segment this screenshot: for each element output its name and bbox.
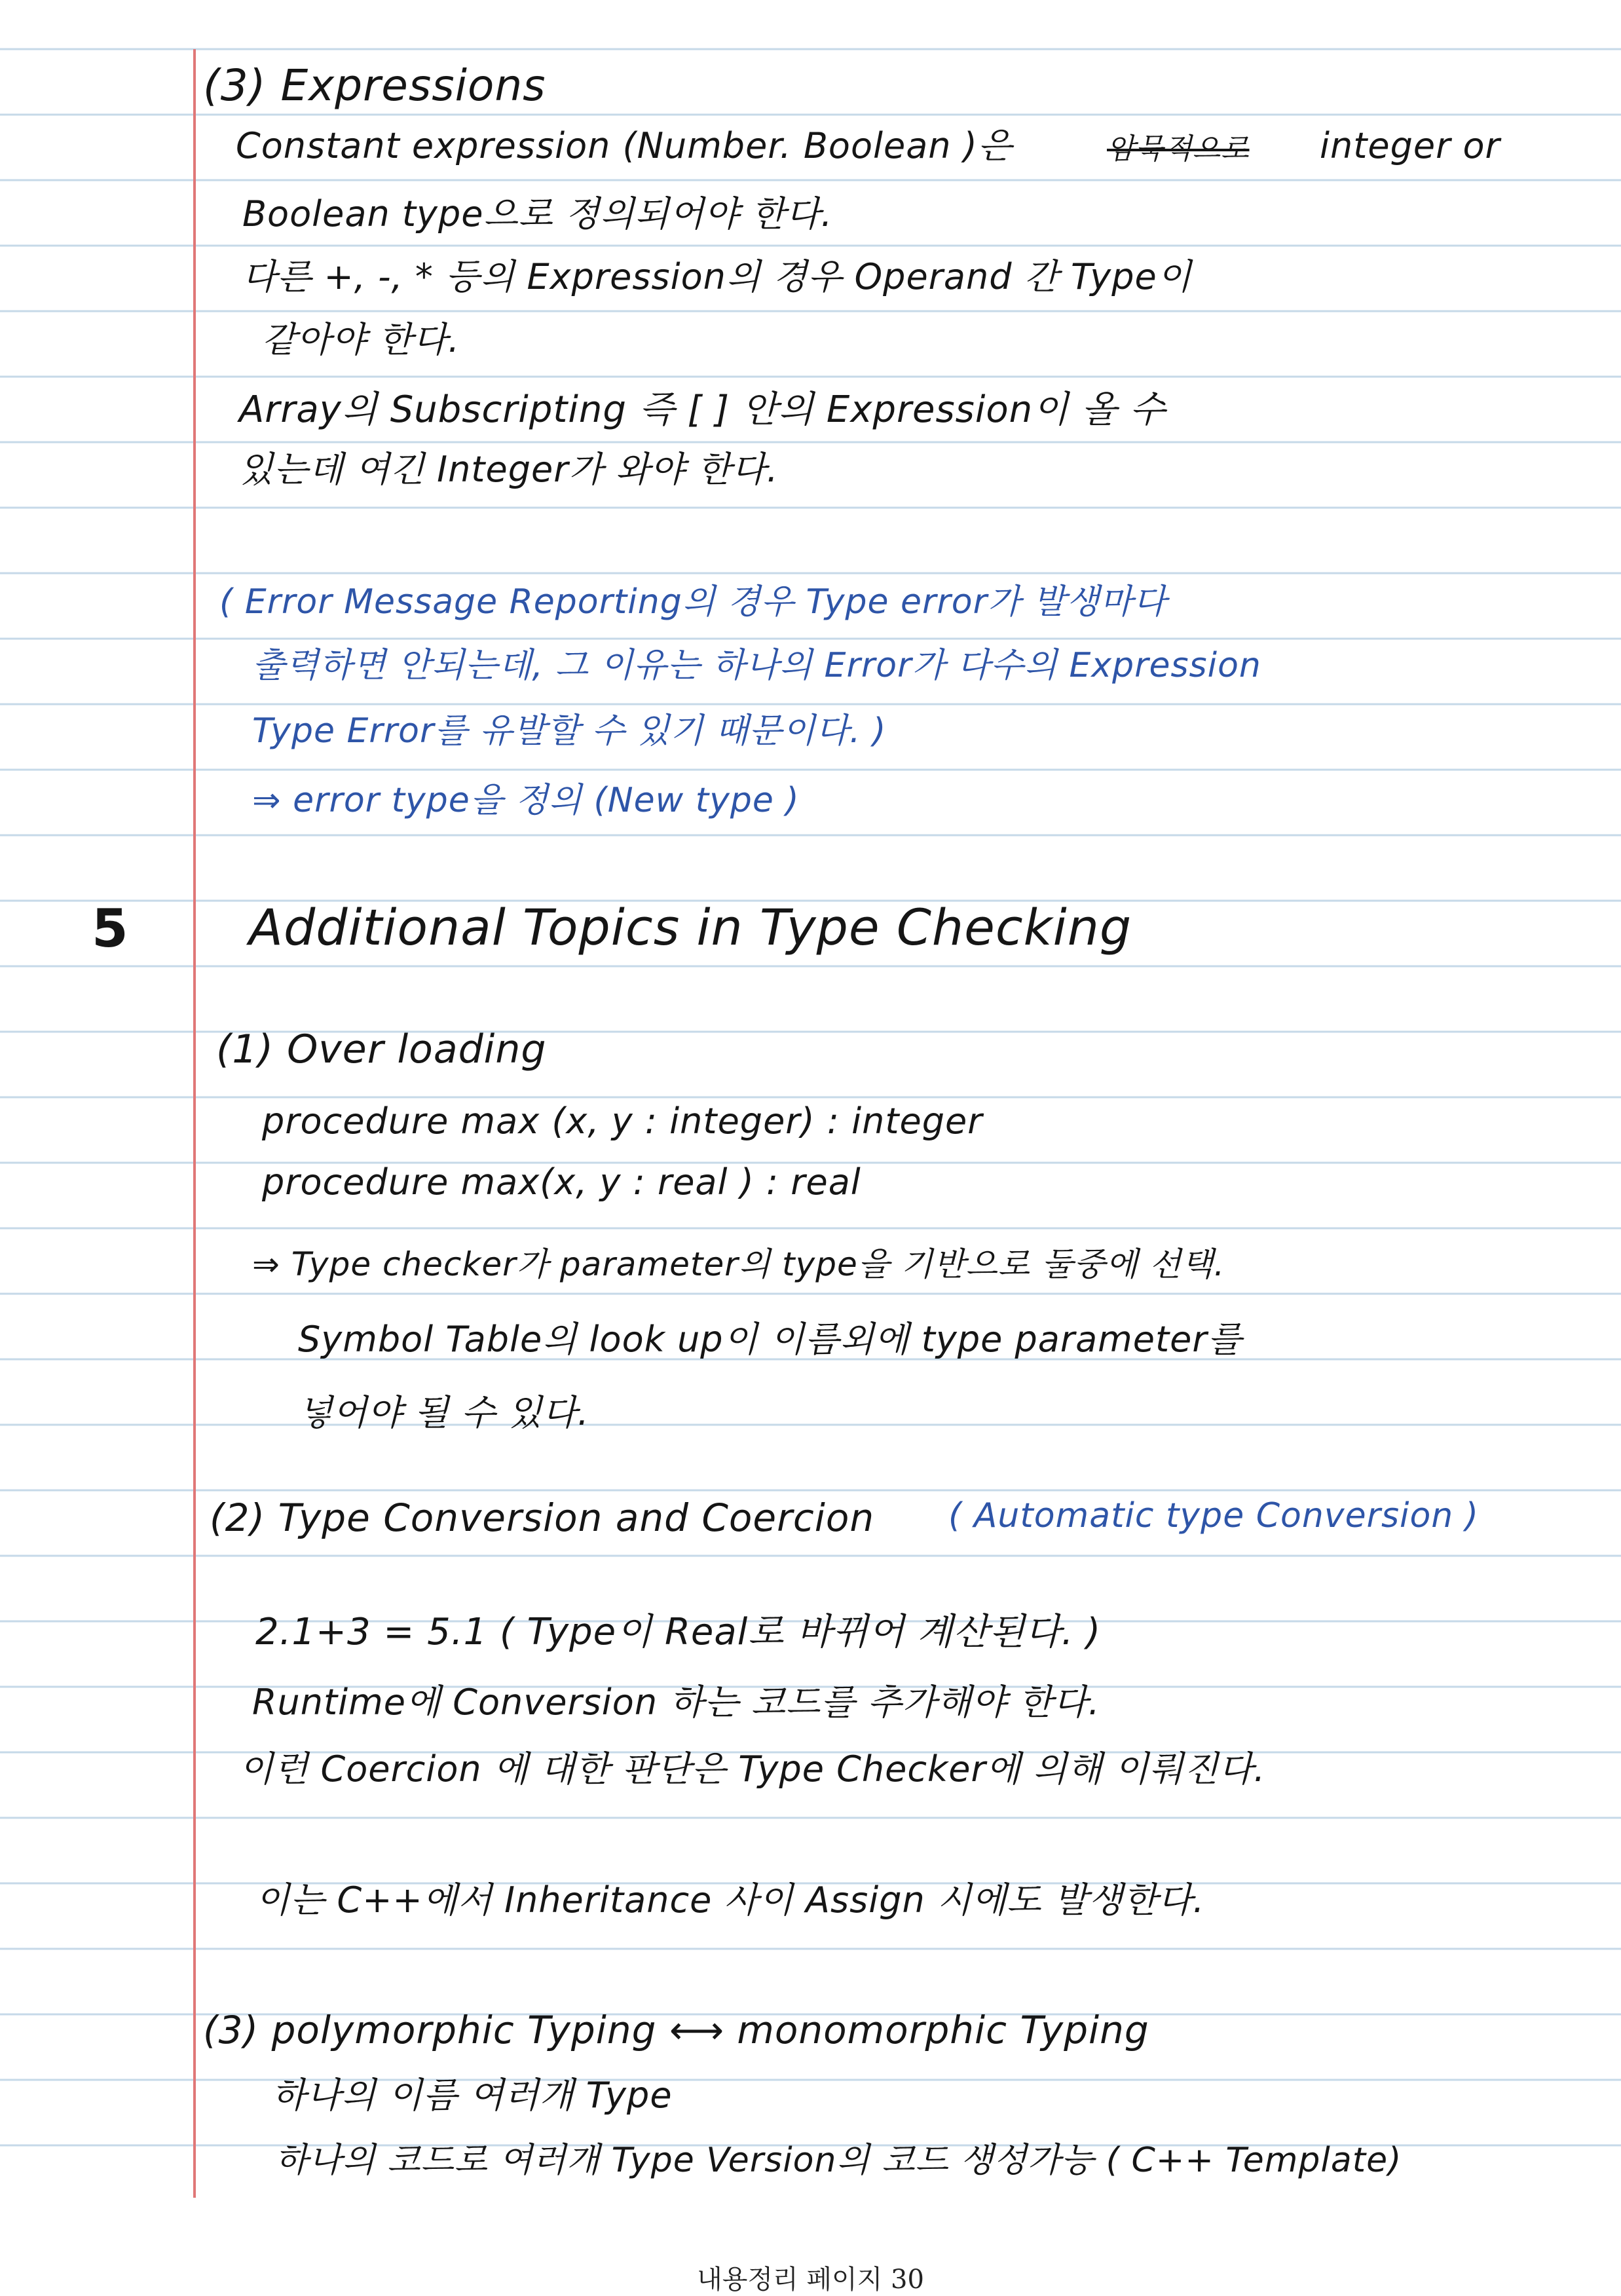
subheading-type-conversion: (2) Type Conversion and Coercion — [210, 1496, 875, 1540]
subheading-polymorphic-typing: (3) polymorphic Typing ⟷ monomorphic Typing — [203, 2008, 1149, 2052]
note-line: 같아야 한다. — [262, 319, 460, 360]
blue-note-line: Type Error를 유발할 수 있기 때문이다. ) — [252, 711, 887, 751]
ruled-lines — [0, 49, 1621, 2145]
section-number: 5 — [92, 898, 129, 959]
blue-note-line: ( Automatic type Conversion ) — [948, 1496, 1480, 1535]
note-line: 있는데 여긴 Integer가 와야 한다. — [239, 449, 779, 490]
subheading-expressions: (3) Expressions — [203, 60, 546, 111]
note-line: 다른 +, -, * 등의 Expression의 경우 Operand 간 Type이 — [242, 256, 1192, 297]
note-line: 이는 C++에서 Inheritance 사이 Assign 시에도 발생한다. — [255, 1879, 1205, 1921]
blue-note-line: ⇒ error type을 정의 (New type ) — [252, 781, 800, 820]
struck-note-text: 암묵적으로 — [1107, 132, 1250, 166]
page-footer: 내용정리 페이지 30 — [697, 2265, 924, 2295]
section-heading: Additional Topics in Type Checking — [249, 898, 1132, 956]
blue-note-line: ( Error Message Reporting의 경우 Type error가 발생마다 — [219, 582, 1167, 622]
code-line: procedure max (x, y : integer) : integer — [262, 1101, 983, 1142]
note-line: ⇒ Type checker가 parameter의 type을 기반으로 둘중에 선택. — [252, 1245, 1225, 1283]
note-line: Boolean type으로 정의되어야 한다. — [242, 193, 833, 235]
blue-note-line: 출력하면 안되는데, 그 이유는 하나의 Error가 다수의 Expression — [252, 646, 1261, 685]
note-line: 이런 Coercion 에 대한 판단은 Type Checker에 의해 이뤄진다. — [239, 1748, 1266, 1790]
note-line: Runtime에 Conversion 하는 코드를 추가해야 한다. — [252, 1682, 1100, 1723]
note-line: Array의 Subscripting 즉 [ ] 안의 Expression이 올 수 — [239, 388, 1166, 431]
code-line: procedure max(x, y : real ) : real — [262, 1161, 861, 1203]
note-line: 하나의 이름 여러개 Type — [272, 2075, 673, 2116]
note-line: 넣어야 될 수 있다. — [298, 1392, 589, 1433]
note-line: 2.1+3 = 5.1 ( Type이 Real로 바뀌어 계산된다. ) — [255, 1611, 1102, 1653]
note-line: integer or — [1320, 125, 1500, 166]
note-line: Symbol Table의 look up이 이름외에 type parameter를 — [298, 1319, 1242, 1360]
subheading-overloading: (1) Over loading — [216, 1026, 547, 1072]
note-line: Constant expression (Number. Boolean )은 — [236, 125, 1013, 166]
note-line: 하나의 코드로 여러개 Type Version의 코드 생성가능 ( C++ Template) — [275, 2141, 1402, 2180]
